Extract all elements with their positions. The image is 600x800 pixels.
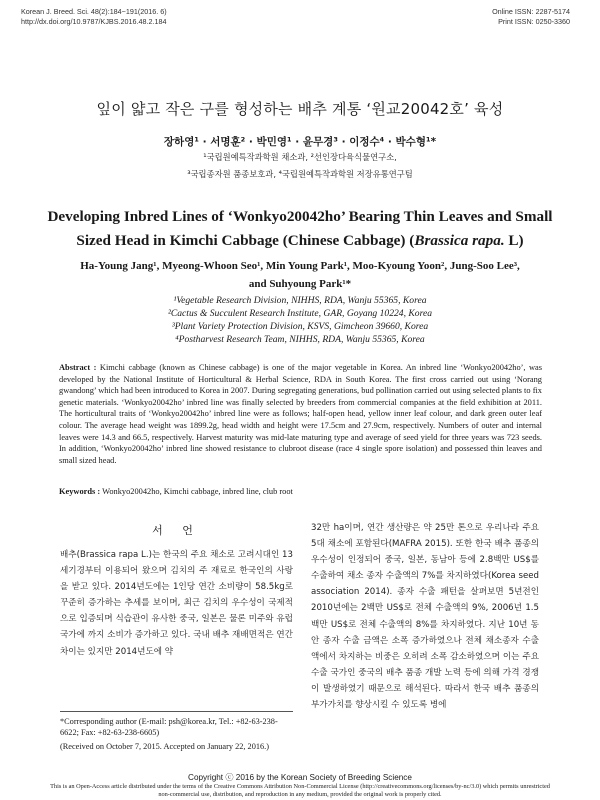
copyright-line: Copyright ⓒ 2016 by the Korean Society of Breeding Science xyxy=(188,773,412,782)
english-authors-line-1: Ha-Young Jang¹, Myeong-Whoon Seo¹, Min Young Park¹, Moo-Kyoung Yoon², Jung-Soo Lee³, xyxy=(80,260,520,272)
english-affiliation-1: ¹Vegetable Research Division, NIHHS, RDA, Wanju 55365, Korea xyxy=(173,295,427,306)
korean-affiliation-1: ¹국립원예특작과학원 채소과, ²선인장다육식물연구소, xyxy=(203,152,397,162)
korean-authors: 장하영¹ · 서명훈² · 박민영¹ · 윤무경³ · 이정수⁴ · 박수형¹* xyxy=(163,136,437,148)
journal-citation: Korean J. Breed. Sci. 48(2):184~191(2016. 6) xyxy=(21,7,167,16)
keywords-label: Keywords : xyxy=(59,487,101,496)
english-title-species: Brassica rapa. xyxy=(414,232,505,249)
online-issn: Online ISSN: 2287-5174 xyxy=(492,7,570,16)
korean-affiliation-2: ³국립종자원 품종보호과, ⁴국립원예특작과학원 저장유통연구팀 xyxy=(187,169,413,179)
intro-column-left: 배추(Brassica rapa L.)는 한국의 주요 채소로 고려시대인 13세기경부터 이용되어 왔으며 김치의 주 재료로 한국인의 사랑을 받고 있다. 2014년도에는 1인당 연간 소비량이 58.5kg로 꾸준히 증가하는 추세를 보이며, 최근 김치의 우수성이 국제적으로 입증되며 식습관이 유사한 중국, 일본은 물론 미주와 유럽 국가에 까지 소비가 증가하고 있다. 국내 배추 재배면적은 연간 차이는 있지만 2014년도에 약 xyxy=(60,550,293,657)
keywords xyxy=(59,487,542,496)
english-authors-line-2: and Suhyoung Park¹* xyxy=(248,278,352,290)
korean-title: 잎이 얇고 작은 구를 형성하는 배추 계통 ‘원교20042호’ 육성 xyxy=(96,100,504,118)
abstract-label: Abstract : xyxy=(59,363,97,372)
english-affiliation-2: ²Cactus & Succulent Research Institute, GAR, Goyang 10224, Korea xyxy=(167,308,433,319)
received-dates-footnote: (Received on October 7, 2015. Accepted on January 22, 2016.) xyxy=(60,742,269,751)
english-authors xyxy=(40,257,560,293)
doi-link[interactable]: http://dx.doi.org/10.9787/KJBS.2016.48.2.184 xyxy=(21,17,167,26)
section-heading-introduction: 서 언 xyxy=(152,524,201,537)
english-title-main: Developing Inbred Lines of ‘Wonkyo20042ho’ Bearing Thin Leaves and Small Sized Head in Kimchi Cabbage (Chinese Cabbage) ( xyxy=(47,208,553,249)
abstract xyxy=(59,362,542,466)
journal-header-left xyxy=(21,7,167,27)
corresponding-author-footnote: *Corresponding author (E-mail: psh@korea.kr, Tel.: +82-63-238-6622; Fax: +82-63-238-6605) xyxy=(60,717,278,737)
abstract-text: Kimchi cabbage (known as Chinese cabbage) is one of the major vegetable in Korea. An inbred line ‘Wonkyo20042ho’, was developed by the National Institute of Horticultural & Herbal Science, RDA in South Korea. The first cross carried out using ‘Norang gwandong’ which had been introduced to Korea in 2007. During segregating generations, bud pollination carried out using selected plants to fix genetic materials. ‘Wonkyo20042ho’ inbred line was finally selected by breeders from commercial companies at the field exhibition at 2011. The horticultural traits of ‘Wonkyo20042ho’ inbred line were as follows; half-open head, yellow inner leaf colour, and dark green outer leaf colour. The average head weight was 1899.2g, head width and height were 17.5cm and 27.9cm, respectively. Numbers of outer and internal leaves were 14.3 and 66.5, respectively. Harvest maturity was mid-late maturing type and average of seed yield for three years was 723 seeds. In addition, ‘Wonkyo20042ho’ inbred line showed resistance to clubroot disease (race 4 single spore isolation) and possessed thin leaves and small sized head. xyxy=(59,363,542,465)
english-affiliation-3: ³Plant Variety Protection Division, KSVS, Gimcheon 39660, Korea xyxy=(171,321,429,332)
license-text: This is an Open-Access article distributed under the terms of the Creative Commons Attribution Non-Commercial License (http://creativecommons.org/licenses/by-nc/3.0) which permits unrestricted non-commercial use, distribution, and reproduction in any medium, provided the original work is properly cited. xyxy=(50,783,550,798)
keywords-text: Wonkyo20042ho, Kimchi cabbage, inbred line, club root xyxy=(100,487,293,496)
intro-column-right: 32만 ha이며, 연간 생산량은 약 25만 톤으로 우리나라 주요 5대 채소에 포함된다(MAFRA 2015). 또한 한국 배추 품종의 우수성이 인정되어 중국, 일본, 동남아 등에 2.8백만 US$를 수출하여 채소 종자 수출액의 7%를 차지하였다(Korea seed association 2014). 종자 수출 패턴을 살펴보면 5년전인 2010년에는 2백만 US$로 전체 수출액의 9%, 2006년 1.5백만 US$로 전체 수출액의 8%를 차지하였다. 지난 10년 동안 종자 수출 금액은 소폭 증가하였으나 전체 채소종자 수출액에서 차지하는 비중은 오히려 소폭 감소하였으며 이는 주요 수출 국가인 중국의 배추 품종 개발 노력 등에 의해 가격 경쟁이 발생하였기 때문으로 해석된다. 따라서 한국 배추 품종의 부가가치를 향상시킬 수 있도록 병에 xyxy=(311,523,539,711)
footnote-divider xyxy=(60,711,293,712)
journal-header-right xyxy=(492,7,570,27)
english-affiliation-4: ⁴Postharvest Research Team, NIHHS, RDA, Wanju 55365, Korea xyxy=(175,334,425,345)
english-title-end: L) xyxy=(504,232,524,249)
english-title xyxy=(30,205,570,253)
print-issn: Print ISSN: 0250-3360 xyxy=(498,17,570,26)
